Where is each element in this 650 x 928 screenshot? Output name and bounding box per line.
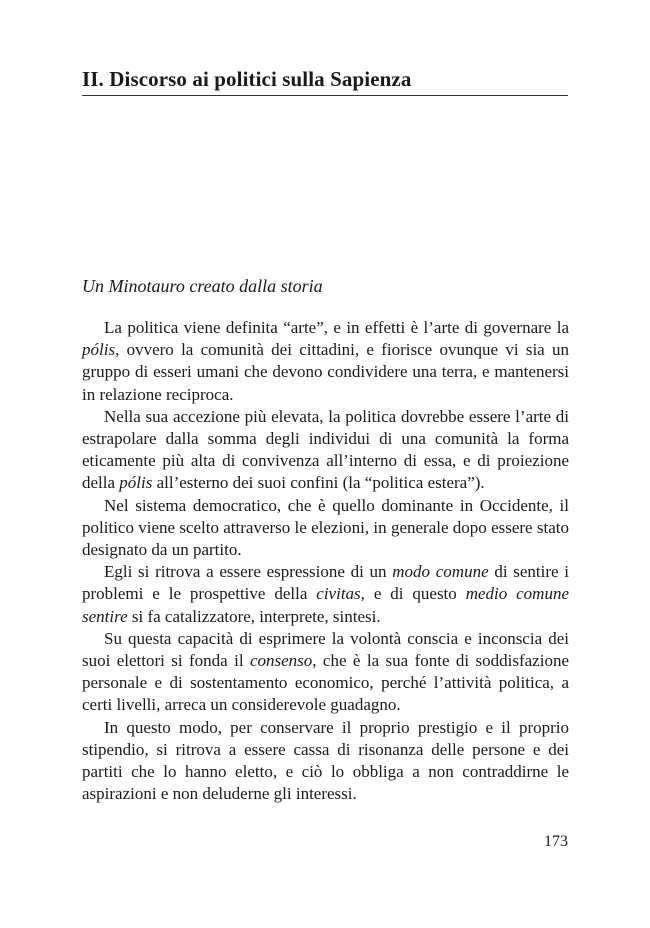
paragraph xyxy=(82,717,569,806)
paragraph-text: Nella sua accezione più elevata, la politica dovrebbe essere l’arte di estrapolare dalla somma degli individui di una comunità la forma eticamente più alta di convivenza all’interno di essa, e di proiezione della xyxy=(82,406,569,493)
paragraph-text: di sentire i problemi e le prospettive della xyxy=(82,562,569,604)
paragraph xyxy=(82,317,569,406)
emphasis-text: pólis xyxy=(82,340,116,360)
paragraph-text: si fa catalizzatore, interprete, sintesi. xyxy=(127,606,381,626)
paragraph-text: La politica viene definita “arte”, e in effetti è l’arte di governare la xyxy=(104,318,569,337)
paragraph xyxy=(82,628,569,717)
paragraph-text: , che è la sua fonte di soddisfazione personale e di sostentamento economico, perché l’attività politica, a certi livelli, arreca un considerevole guadagno. xyxy=(82,651,569,715)
body-text xyxy=(82,317,569,805)
emphasis-text: modo comune xyxy=(392,562,489,582)
page-number: 173 xyxy=(544,833,568,850)
emphasis-text: civitas xyxy=(316,584,361,604)
paragraph-text: In questo modo, per conservare il proprio prestigio e il proprio stipendio, si ritrova a essere cassa di risonanza delle persone e dei partiti che lo hanno eletto, e ciò lo obbliga a non contraddirne le aspirazioni e non deluderne gli interessi. xyxy=(82,717,569,804)
paragraph-text: , e di questo xyxy=(360,584,466,604)
emphasis-text: medio comune sentire xyxy=(82,584,570,626)
paragraph xyxy=(82,561,569,628)
paragraph-text: , ovvero la comunità dei cittadini, e fiorisce ovunque vi sia un gruppo di esseri umani che devono condividere una terra, e mantenersi in relazione reciproca. xyxy=(82,340,569,404)
chapter-title: II. Discorso ai politici sulla Sapienza xyxy=(82,66,568,96)
paragraph-text: Su questa capacità di esprimere la volontà conscia e inconscia dei suoi elettori si fonda il xyxy=(82,628,569,671)
emphasis-text: consenso xyxy=(249,651,313,671)
section-heading: Un Minotauro creato dalla storia xyxy=(82,276,323,296)
emphasis-text: pólis xyxy=(119,473,153,493)
paragraph-text: Nel sistema democratico, che è quello dominante in Occidente, il politico viene scelto attraverso le elezioni, in generale dopo essere stato designato da un partito. xyxy=(82,495,569,560)
paragraph xyxy=(82,495,569,562)
paragraph-text: Egli si ritrova a essere espressione di un xyxy=(104,562,393,582)
paragraph-text: all’esterno dei suoi confini (la “politica estera”). xyxy=(152,473,485,493)
paragraph xyxy=(82,406,569,495)
